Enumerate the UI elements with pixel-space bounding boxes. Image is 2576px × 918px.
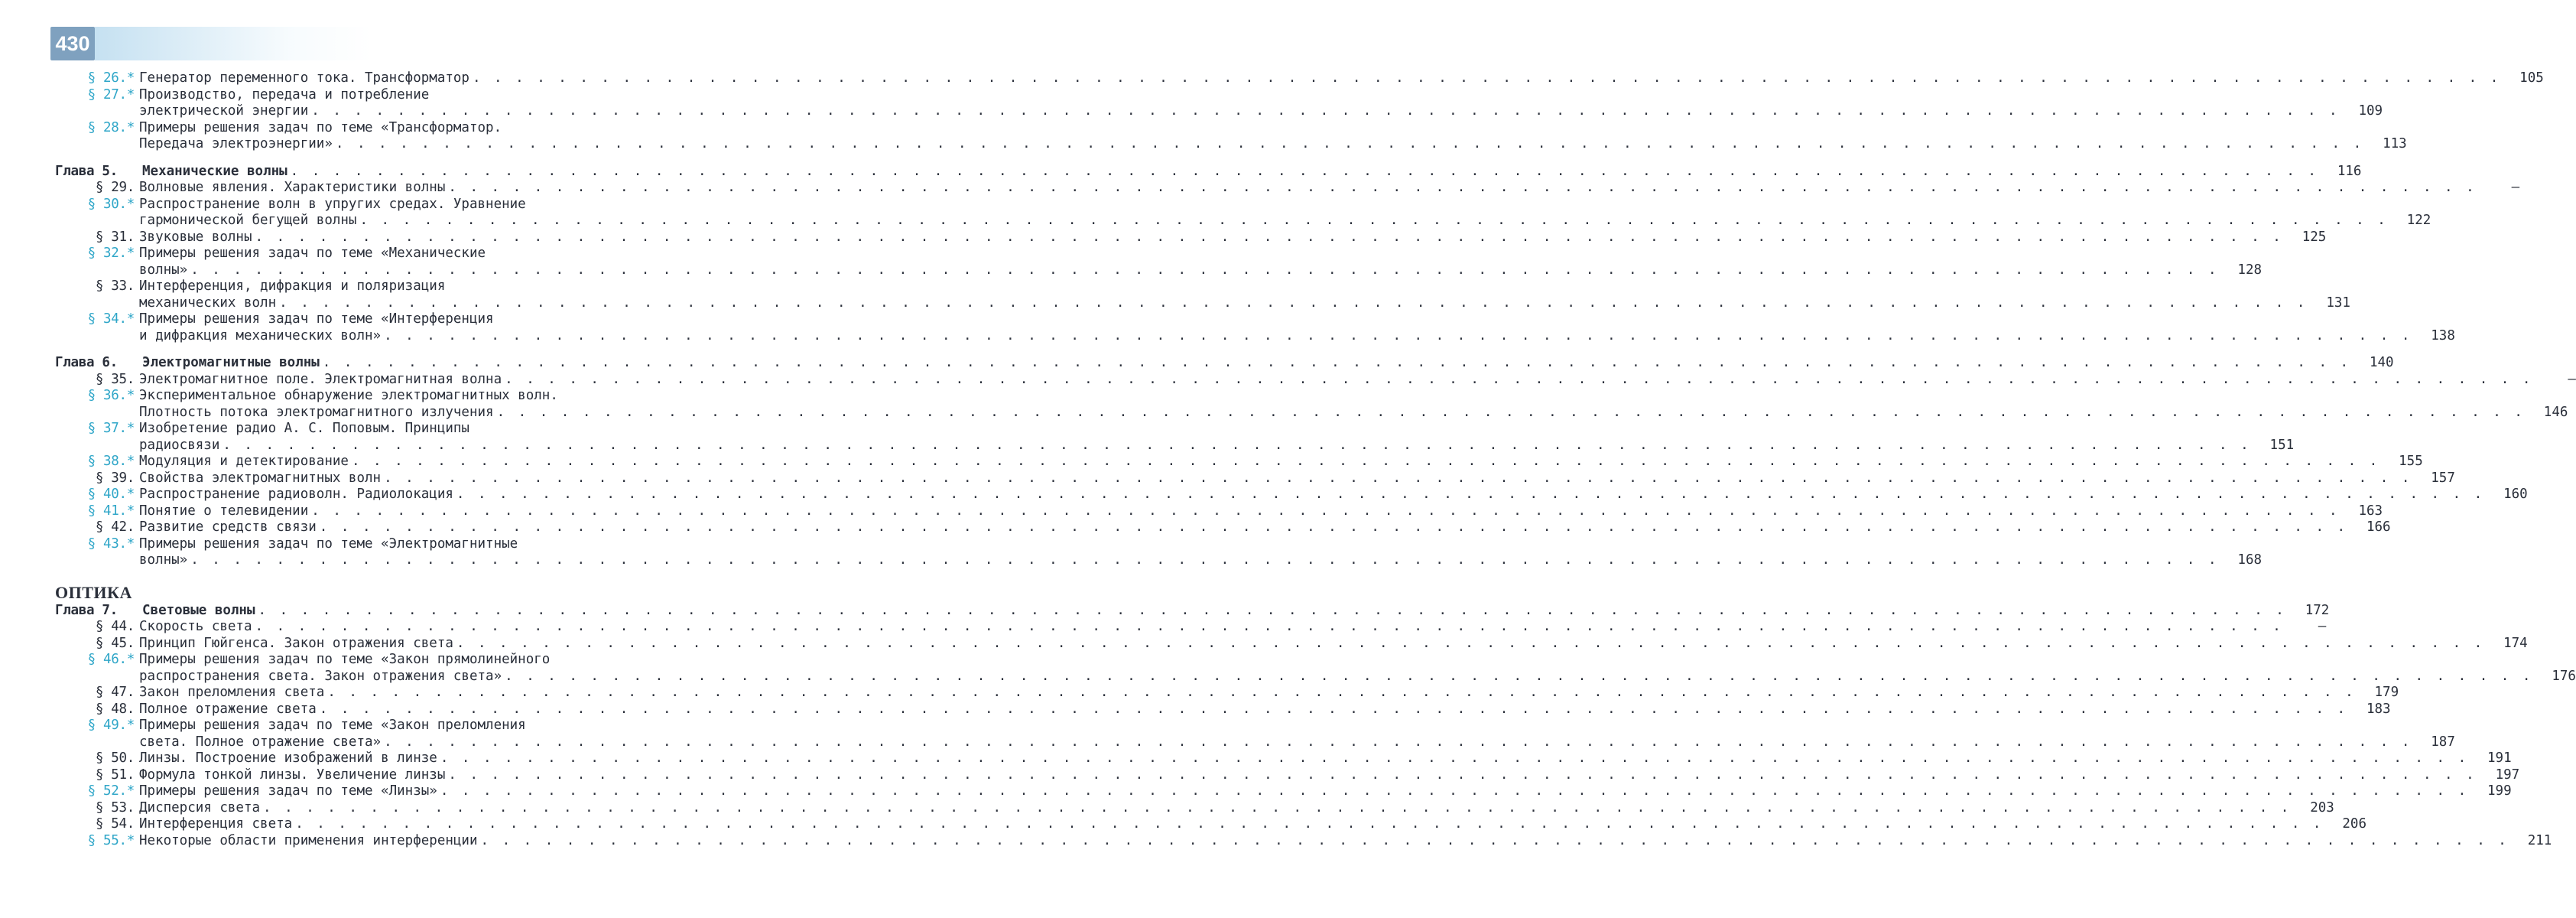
page-ref: 172	[2305, 602, 2330, 618]
chapter-number: Глава 5.	[55, 163, 118, 179]
toc-entry	[55, 421, 2295, 454]
page-ref: 211	[2527, 832, 2552, 848]
entry-title: Примеры решения задач по теме «Интерференция	[139, 311, 494, 327]
toc-line	[55, 197, 671, 213]
page-ref: 138	[2431, 327, 2455, 343]
entry-title: и дифракция механических волн»	[139, 327, 382, 343]
page-ref: 179	[2374, 685, 2399, 700]
toc-line	[55, 536, 671, 553]
entry-title: Примеры решения задач по теме «Электромагнитные	[139, 536, 518, 552]
toc-line	[55, 404, 2568, 422]
toc-entry	[55, 816, 2366, 833]
page-ref: 187	[2431, 734, 2455, 750]
entry-title: Генератор переменного тока. Трансформатор	[139, 70, 469, 86]
entry-title: Экспериментальное обнаружение электромагнитных волн.	[139, 388, 558, 403]
chapter-number: Глава 7.	[55, 602, 118, 618]
section-number: § 52.*	[87, 783, 135, 799]
dot-leader: . . . . . . . . . . . . . . . . . . . . . . . . . . . . . . . . . . . . . . . . . . . . . . . . . . . . . . . . . . . . . . . . . . . . . . . . . . . . . . . . . . . . . . . . . . . . . . .	[295, 816, 2324, 832]
dot-leader: . . . . . . . . . . . . . . . . . . . . . . . . . . . . . . . . . . . . . . . . . . . . . . . . . . . . . . . . . . . . . . . . . . . . . . . . . . . . . . . . . . . . . . . . . . . . . . .	[190, 552, 2220, 568]
toc-line	[55, 487, 2528, 503]
toc-line	[55, 229, 2327, 246]
entry-title: Интерференция, дифракция и поляризация	[139, 278, 446, 294]
dot-leader: . . . . . . . . . . . . . . . . . . . . . . . . . . . . . . . . . . . . . . . . . . . . . . . . . . . . . . . . . . . . . . . . . . . . . . . . . . . . . . . . . . . . . . . . . . . . . . .	[472, 70, 2501, 86]
page-ref: 174	[2503, 635, 2528, 651]
entry-title: Электромагнитное поле. Электромагнитная волна	[139, 371, 502, 387]
dot-leader: . . . . . . . . . . . . . . . . . . . . . . . . . . . . . . . . . . . . . . . . . . . . . . . . . . . . . . . . . . . . . . . . . . . . . . . . . . . . . . . . . . . . . . . . . . . . . . .	[290, 163, 2319, 179]
page-ref: 197	[2495, 767, 2520, 783]
page-ref: 168	[2237, 552, 2263, 568]
dot-leader: . . . . . . . . . . . . . . . . . . . . . . . . . . . . . . . . . . . . . . . . . . . . . . . . . . . . . . . . . . . . . . . . . . . . . . . . . . . . . . . . . . . . . . . . . . . . . . .	[505, 668, 2533, 684]
toc-line	[55, 136, 2407, 153]
toc-line	[55, 552, 2263, 569]
entry-title: Некоторые области применения интерференции	[139, 832, 478, 848]
section-number: § 29.	[95, 180, 135, 195]
page-ref: 131	[2326, 295, 2350, 311]
toc-line	[55, 163, 2362, 181]
toc-line	[55, 652, 671, 669]
entry-title: Волновые явления. Характеристики волны	[139, 180, 446, 195]
entry-title: Плотность потока электромагнитного излучения	[139, 404, 494, 420]
entry-title: волны»	[139, 262, 188, 278]
entry-title: Распространение радиоволн. Радиолокация	[139, 487, 453, 502]
dot-leader: . . . . . . . . . . . . . . . . . . . . . . . . . . . . . . . . . . . . . . . . . . . . . . . . . . . . . . . . . . . . . . . . . . . . . . . . . . . . . . . . . . . . . . . . . . . . . . .	[279, 295, 2308, 311]
dot-leader: . . . . . . . . . . . . . . . . . . . . . . . . . . . . . . . . . . . . . . . . . . . . . . . . . . . . . . . . . . . . . . . . . . . . . . . . . . . . . . . . . . . . . . . . . . . . . . .	[496, 404, 2526, 420]
entry-title: Примеры решения задач по теме «Механические	[139, 246, 486, 261]
entry-title: волны»	[139, 552, 188, 568]
toc-entry	[55, 799, 2334, 817]
toc-line	[55, 262, 2263, 279]
toc-line	[55, 799, 2334, 817]
table-of-contents	[55, 70, 2576, 849]
toc-entry	[55, 701, 2391, 718]
section-number: § 34.*	[87, 311, 135, 327]
toc-entry	[55, 487, 2528, 503]
page-ref: —	[2511, 180, 2520, 195]
page-ref: 125	[2302, 229, 2327, 245]
toc-entry	[55, 86, 2383, 120]
toc-line	[55, 454, 2423, 470]
section-number: § 31.	[95, 229, 135, 245]
section-number: § 54.	[95, 816, 135, 832]
toc-entry	[55, 519, 2391, 536]
section-number: § 50.	[95, 750, 135, 766]
section-number: § 36.*	[87, 388, 135, 403]
entry-title: Понятие о телевидении	[139, 503, 309, 519]
toc-entry	[55, 783, 2512, 800]
entry-title: распространения света. Закон отражения света»	[139, 668, 502, 684]
toc-line	[55, 503, 2383, 520]
page-ref: 109	[2358, 103, 2383, 119]
entry-title: Световые волны	[142, 602, 255, 618]
section-number: § 43.*	[87, 536, 135, 552]
dot-leader: . . . . . . . . . . . . . . . . . . . . . . . . . . . . . . . . . . . . . . . . . . . . . . . . . . . . . . . . . . . . . . . . . . . . . . . . . . . . . . . . . . . . . . . . . . . . . . .	[505, 371, 2533, 387]
dot-leader: . . . . . . . . . . . . . . . . . . . . . . . . . . . . . . . . . . . . . . . . . . . . . . . . . . . . . . . . . . . . . . . . . . . . . . . . . . . . . . . . . . . . . . . . . . . . . . .	[223, 437, 2252, 453]
page-ref: —	[2568, 371, 2576, 387]
toc-entry	[55, 311, 2455, 344]
page-ref: 146	[2543, 404, 2568, 420]
section-number: § 51.	[95, 767, 135, 783]
page-ref: 128	[2237, 262, 2263, 278]
dot-leader: . . . . . . . . . . . . . . . . . . . . . . . . . . . . . . . . . . . . . . . . . . . . . . . . . . . . . . . . . . . . . . . . . . . . . . . . . . . . . . . . . . . . . . . . . . . . . . .	[384, 470, 2412, 486]
section-number: § 53.	[95, 799, 135, 815]
toc-line	[55, 668, 2576, 685]
dot-leader: . . . . . . . . . . . . . . . . . . . . . . . . . . . . . . . . . . . . . . . . . . . . . . . . . . . . . . . . . . . . . . . . . . . . . . . . . . . . . . . . . . . . . . . . . . . . . . .	[335, 136, 2364, 151]
header-band	[95, 27, 372, 60]
section-number: § 41.*	[87, 503, 135, 519]
entry-title: Формула тонкой линзы. Увеличение линзы	[139, 767, 446, 783]
section-number: § 39.	[95, 470, 135, 486]
dot-leader: . . . . . . . . . . . . . . . . . . . . . . . . . . . . . . . . . . . . . . . . . . . . . . . . . . . . . . . . . . . . . . . . . . . . . . . . . . . . . . . . . . . . . . . . . . . . . . .	[384, 327, 2412, 343]
section-number: § 42.	[95, 519, 135, 535]
toc-chapter	[55, 602, 2330, 620]
toc-line	[55, 388, 671, 405]
entry-title: Электромагнитные волны	[142, 355, 320, 370]
toc-line	[55, 832, 2552, 850]
page-ref: 116	[2337, 163, 2362, 179]
page-ref: 113	[2383, 136, 2407, 151]
entry-title: гармонической бегущей волны	[139, 213, 357, 228]
page-ref: 191	[2487, 750, 2512, 766]
toc-entry	[55, 718, 2455, 750]
toc-entry	[55, 119, 2407, 153]
page-ref: 105	[2519, 70, 2544, 86]
section-number: § 49.*	[87, 718, 135, 733]
entry-title: света. Полное отражение света»	[139, 734, 382, 750]
page-ref: 155	[2399, 454, 2423, 469]
page-header	[50, 26, 372, 61]
entry-title: Механические волны	[142, 163, 287, 179]
dot-leader: . . . . . . . . . . . . . . . . . . . . . . . . . . . . . . . . . . . . . . . . . . . . . . . . . . . . . . . . . . . . . . . . . . . . . . . . . . . . . . . . . . . . . . . . . . . . . . .	[319, 519, 2348, 535]
dot-leader: . . . . . . . . . . . . . . . . . . . . . . . . . . . . . . . . . . . . . . . . . . . . . . . . . . . . . . . . . . . . . . . . . . . . . . . . . . . . . . . . . . . . . . . . . . . . . . .	[440, 783, 2469, 799]
section-number: § 28.*	[87, 119, 135, 135]
entry-title: Распространение волн в упругих средах. Уравнение	[139, 196, 526, 212]
toc-line	[55, 103, 2383, 120]
dot-leader: . . . . . . . . . . . . . . . . . . . . . . . . . . . . . . . . . . . . . . . . . . . . . . . . . . . . . . . . . . . . . . . . . . . . . . . . . . . . . . . . . . . . . . . . . . . . . . .	[327, 685, 2357, 700]
toc-entry	[55, 832, 2552, 850]
dot-leader: . . . . . . . . . . . . . . . . . . . . . . . . . . . . . . . . . . . . . . . . . . . . . . . . . . . . . . . . . . . . . . . . . . . . . . . . . . . . . . . . . . . . . . . . . . . . . . .	[311, 503, 2340, 519]
entry-title: Изобретение радио А. С. Поповым. Принципы	[139, 421, 469, 436]
page-ref: 140	[2369, 355, 2394, 370]
entry-title: Примеры решения задач по теме «Закон преломления	[139, 718, 526, 733]
section-number: § 26.*	[87, 70, 135, 86]
section-number: § 55.*	[87, 832, 135, 848]
entry-title: Скорость света	[139, 619, 252, 634]
dot-leader: . . . . . . . . . . . . . . . . . . . . . . . . . . . . . . . . . . . . . . . . . . . . . . . . . . . . . . . . . . . . . . . . . . . . . . . . . . . . . . . . . . . . . . . . . . . . . . .	[440, 750, 2469, 766]
entry-title: Примеры решения задач по теме «Трансформатор.	[139, 119, 502, 135]
section-number: § 40.*	[87, 487, 135, 502]
toc-line	[55, 685, 2399, 702]
dot-leader: . . . . . . . . . . . . . . . . . . . . . . . . . . . . . . . . . . . . . . . . . . . . . . . . . . . . . . . . . . . . . . . . . . . . . . . . . . . . . . . . . . . . . . . . . . . . . . .	[255, 619, 2284, 634]
toc-line	[55, 734, 2455, 751]
toc-line	[55, 295, 2350, 312]
section-number: § 37.*	[87, 421, 135, 436]
entry-title: Звуковые волны	[139, 229, 252, 245]
toc-line	[55, 783, 2512, 800]
section-number: § 32.*	[87, 246, 135, 261]
page-ref: 206	[2342, 816, 2366, 832]
toc-entry	[55, 536, 2263, 569]
page-ref: 199	[2487, 783, 2512, 799]
entry-title: Закон преломления света	[139, 685, 325, 700]
toc-line	[55, 246, 671, 262]
entry-title: радиосвязи	[139, 437, 220, 453]
dot-leader: . . . . . . . . . . . . . . . . . . . . . . . . . . . . . . . . . . . . . . . . . . . . . . . . . . . . . . . . . . . . . . . . . . . . . . . . . . . . . . . . . . . . . . . . . . . . . . .	[384, 734, 2412, 750]
toc-entry	[55, 229, 2327, 246]
toc-line	[55, 602, 2330, 620]
entry-title: Производство, передача и потребление	[139, 86, 430, 103]
toc-line	[55, 816, 2366, 833]
section-number: § 45.	[95, 635, 135, 651]
entry-title: Полное отражение света	[139, 701, 317, 717]
entry-title: Развитие средств связи	[139, 519, 317, 535]
toc-entry	[55, 278, 2350, 311]
toc-line	[55, 180, 2520, 197]
section-number: § 46.*	[87, 652, 135, 667]
page-ref: 183	[2366, 701, 2391, 717]
page-ref: 203	[2310, 799, 2334, 815]
page-ref: 122	[2406, 213, 2431, 228]
toc-line	[55, 70, 2544, 87]
toc-chapter	[55, 163, 2362, 181]
page-ref: 157	[2431, 470, 2455, 486]
entry-title: Примеры решения задач по теме «Линзы»	[139, 783, 437, 799]
section-number: § 38.*	[87, 454, 135, 469]
section-number: § 44.	[95, 619, 135, 634]
toc-entry	[55, 454, 2423, 470]
section-number: § 27.*	[87, 86, 135, 103]
toc-entry	[55, 70, 2544, 87]
dot-leader: . . . . . . . . . . . . . . . . . . . . . . . . . . . . . . . . . . . . . . . . . . . . . . . . . . . . . . . . . . . . . . . . . . . . . . . . . . . . . . . . . . . . . . . . . . . . . . .	[190, 262, 2220, 278]
toc-entry	[55, 196, 2431, 230]
toc-line	[55, 619, 2327, 636]
dot-leader: . . . . . . . . . . . . . . . . . . . . . . . . . . . . . . . . . . . . . . . . . . . . . . . . . . . . . . . . . . . . . . . . . . . . . . . . . . . . . . . . . . . . . . . . . . . . . . .	[322, 355, 2351, 370]
entry-title: электрической энергии	[139, 103, 309, 119]
toc-entry	[55, 503, 2383, 520]
toc-line	[55, 421, 671, 438]
dot-leader: . . . . . . . . . . . . . . . . . . . . . . . . . . . . . . . . . . . . . . . . . . . . . . . . . . . . . . . . . . . . . . . . . . . . . . . . . . . . . . . . . . . . . . . . . . . . . . .	[456, 487, 2485, 502]
page-ref: —	[2318, 619, 2327, 634]
toc-line	[55, 278, 671, 295]
toc-entry	[55, 750, 2512, 767]
entry-title: механических волн	[139, 295, 277, 311]
entry-title: Принцип Гюйгенса. Закон отражения света	[139, 635, 453, 651]
toc-line	[55, 701, 2391, 718]
page-number: 430	[50, 27, 95, 60]
dot-leader: . . . . . . . . . . . . . . . . . . . . . . . . . . . . . . . . . . . . . . . . . . . . . . . . . . . . . . . . . . . . . . . . . . . . . . . . . . . . . . . . . . . . . . . . . . . . . . .	[319, 701, 2348, 717]
page-ref: 151	[2269, 437, 2295, 453]
entry-title: Передача электроэнергии»	[139, 136, 333, 151]
toc-line	[55, 371, 2576, 389]
dot-leader: . . . . . . . . . . . . . . . . . . . . . . . . . . . . . . . . . . . . . . . . . . . . . . . . . . . . . . . . . . . . . . . . . . . . . . . . . . . . . . . . . . . . . . . . . . . . . . .	[311, 103, 2340, 119]
toc-line	[55, 750, 2512, 767]
toc-chapter	[55, 355, 2394, 372]
entry-title: Примеры решения задач по теме «Закон прямолинейного	[139, 652, 551, 667]
toc-line	[55, 767, 2520, 784]
dot-leader: . . . . . . . . . . . . . . . . . . . . . . . . . . . . . . . . . . . . . . . . . . . . . . . . . . . . . . . . . . . . . . . . . . . . . . . . . . . . . . . . . . . . . . . . . . . . . . .	[351, 454, 2380, 469]
toc-entry	[55, 371, 2576, 389]
section-number: § 30.*	[87, 196, 135, 212]
toc-line	[55, 437, 2295, 454]
dot-leader: . . . . . . . . . . . . . . . . . . . . . . . . . . . . . . . . . . . . . . . . . . . . . . . . . . . . . . . . . . . . . . . . . . . . . . . . . . . . . . . . . . . . . . . . . . . . . . .	[456, 635, 2485, 651]
toc-part-electrodynamics	[55, 70, 2576, 569]
chapter-number: Глава 6.	[55, 355, 118, 370]
toc-line	[55, 311, 671, 328]
dot-leader: . . . . . . . . . . . . . . . . . . . . . . . . . . . . . . . . . . . . . . . . . . . . . . . . . . . . . . . . . . . . . . . . . . . . . . . . . . . . . . . . . . . . . . . . . . . . . . .	[258, 602, 2287, 618]
toc-entry	[55, 767, 2520, 784]
entry-title: Модуляция и детектирование	[139, 454, 349, 469]
toc-line	[55, 635, 2528, 653]
dot-leader: . . . . . . . . . . . . . . . . . . . . . . . . . . . . . . . . . . . . . . . . . . . . . . . . . . . . . . . . . . . . . . . . . . . . . . . . . . . . . . . . . . . . . . . . . . . . . . .	[448, 767, 2477, 783]
dot-leader: . . . . . . . . . . . . . . . . . . . . . . . . . . . . . . . . . . . . . . . . . . . . . . . . . . . . . . . . . . . . . . . . . . . . . . . . . . . . . . . . . . . . . . . . . . . . . . .	[255, 229, 2284, 245]
dot-leader: . . . . . . . . . . . . . . . . . . . . . . . . . . . . . . . . . . . . . . . . . . . . . . . . . . . . . . . . . . . . . . . . . . . . . . . . . . . . . . . . . . . . . . . . . . . . . . .	[448, 180, 2477, 195]
page-ref: 163	[2358, 503, 2383, 519]
toc-part-optics	[55, 602, 2576, 850]
toc-line	[55, 355, 2394, 372]
section-number: § 33.	[95, 278, 135, 294]
section-number: § 47.	[95, 685, 135, 700]
dot-leader: . . . . . . . . . . . . . . . . . . . . . . . . . . . . . . . . . . . . . . . . . . . . . . . . . . . . . . . . . . . . . . . . . . . . . . . . . . . . . . . . . . . . . . . . . . . . . . .	[359, 213, 2389, 228]
entry-title: Интерференция света	[139, 816, 293, 832]
toc-line	[55, 718, 671, 734]
page-ref: 166	[2366, 519, 2391, 535]
page-ref: 176	[2552, 668, 2576, 684]
toc-line	[55, 213, 2431, 230]
toc-entry	[55, 685, 2399, 702]
section-heading: ОПТИКА	[55, 582, 132, 602]
toc-entry	[55, 619, 2327, 636]
section-number: § 35.	[95, 371, 135, 387]
entry-title: Дисперсия света	[139, 799, 261, 815]
toc-entry	[55, 652, 2576, 685]
toc-entry	[55, 180, 2520, 197]
toc-entry	[55, 470, 2455, 487]
toc-line	[55, 87, 671, 104]
toc-line	[55, 470, 2455, 487]
toc-entry	[55, 246, 2263, 278]
toc-line	[55, 120, 671, 137]
toc-entry	[55, 388, 2568, 421]
entry-title: Линзы. Построение изображений в линзе	[139, 750, 437, 766]
toc-entry	[55, 635, 2528, 653]
entry-title: Свойства электромагнитных волн	[139, 470, 382, 486]
page-ref: 160	[2503, 487, 2528, 502]
section-number: § 48.	[95, 701, 135, 717]
dot-leader: . . . . . . . . . . . . . . . . . . . . . . . . . . . . . . . . . . . . . . . . . . . . . . . . . . . . . . . . . . . . . . . . . . . . . . . . . . . . . . . . . . . . . . . . . . . . . . .	[480, 832, 2509, 848]
toc-line	[55, 519, 2391, 536]
dot-leader: . . . . . . . . . . . . . . . . . . . . . . . . . . . . . . . . . . . . . . . . . . . . . . . . . . . . . . . . . . . . . . . . . . . . . . . . . . . . . . . . . . . . . . . . . . . . . . .	[263, 799, 2292, 815]
toc-line	[55, 327, 2455, 345]
